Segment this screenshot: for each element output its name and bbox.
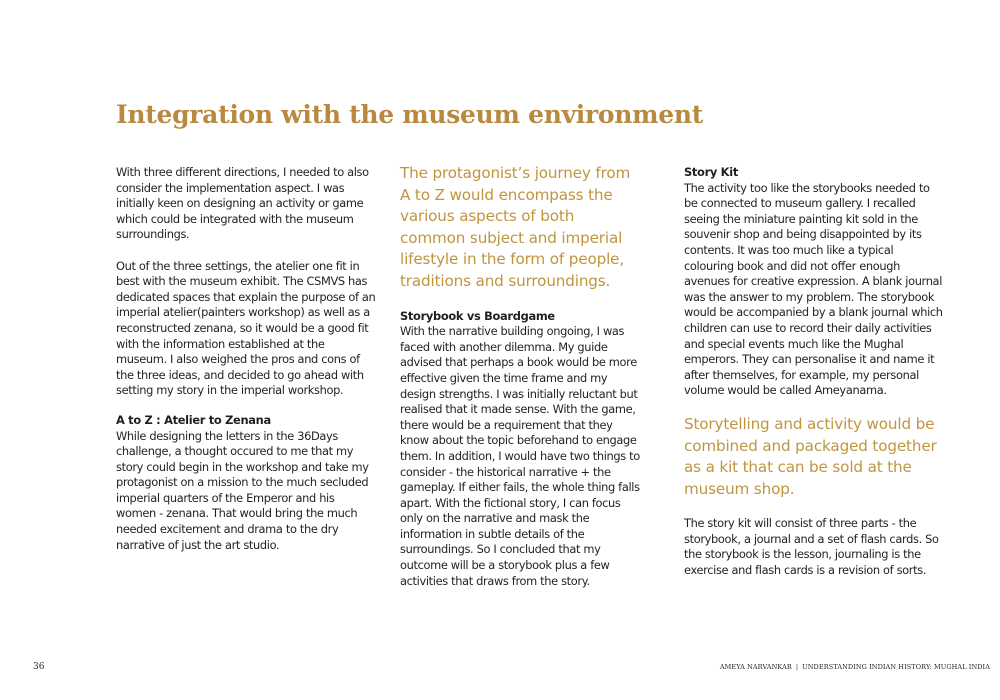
footer-author: AMEYA NARVANKAR [719, 663, 792, 671]
footer-separator: | [795, 663, 799, 671]
column-middle [400, 163, 640, 589]
column-right [684, 165, 944, 579]
settings-paragraph: Out of the three settings, the atelier one fit in best with the museum exhibit. The CSMVS has dedicated spaces that explain the purpose of an imperial atelier(painters workshop) as well as a reconstructed zenana, so it would be a good fit with the information established at the museum. I also weighed the pros and cons of the three ideas, and decided to go ahead with setting my story in the imperial workshop. [116, 258, 376, 398]
section-body-storybook-vs-boardgame: With the narrative building ongoing, I was faced with another dilemma. My guide advised that perhaps a book would be more effective given the time frame and my design strengths. I was initially reluctant but realised that it made sense. With the game, there would be a requirement that they know about the topic beforehand to engage them. In addition, I would have two things to consider - the historical narrative + the gameplay. If either fails, the whole thing falls apart. With the fictional story, I can focus only on the narrative and mask the information in subtle details of the surroundings. So I concluded that my outcome will be a storybook plus a few activities that draws from the story. [400, 324, 640, 588]
page-number: 36 [33, 662, 45, 672]
section-heading-story-kit: Story Kit [684, 165, 738, 179]
closing-paragraph: The story kit will consist of three parts - the storybook, a journal and a set of flash cards. So the storybook is the lesson, journaling is the exercise and flash cards is a revision of sorts. [684, 516, 939, 578]
pull-quote-storytelling-kit: Storytelling and activity would be combined and packaged together as a kit that can be sold at the museum shop. [684, 414, 937, 498]
section-body-atelier-to-zenana: While designing the letters in the 36Days challenge, a thought occured to me that my story could begin in the workshop and take my protagonist on a mission to the much secluded imperial quarters of the Emperor and his women - zenana. That would bring the much needed excitement and drama to the dry narrative of just the art studio. [116, 428, 369, 552]
section-heading-storybook-vs-boardgame: Storybook vs Boardgame [400, 308, 555, 323]
page-title: Integration with the museum environment [116, 100, 704, 129]
section-heading-atelier-to-zenana: A to Z : Atelier to Zenana [116, 412, 271, 427]
intro-paragraph: With three different directions, I needed to also consider the implementation aspect. I was initially keen on designing an activity or game which could be integrated with the museum surroundings. [116, 165, 369, 242]
section-body-story-kit: The activity too like the storybooks needed to be connected to museum gallery. I recalled seeing the miniature painting kit sold in the souvenir shop and being disappointed by its contents. It was too much like a typical colouring book and did not offer enough avenues for creative expression. A blank journal was the answer to my problem. The storybook would be accompanied by a blank journal which children can use to record their daily activities and special events much like the Mughal emperors. They can personalise it and name it after themselves, for example, my personal volume would be called Ameyanama. [684, 180, 943, 398]
running-footer [720, 663, 990, 671]
column-left [116, 165, 376, 553]
pull-quote-protagonist-journey: The protagonist’s journey from A to Z would encompass the various aspects of both common subject and imperial lifestyle in the form of people, traditions and surroundings. [400, 164, 631, 290]
footer-publication: UNDERSTANDING INDIAN HISTORY: MUGHAL INDIA [802, 663, 990, 671]
